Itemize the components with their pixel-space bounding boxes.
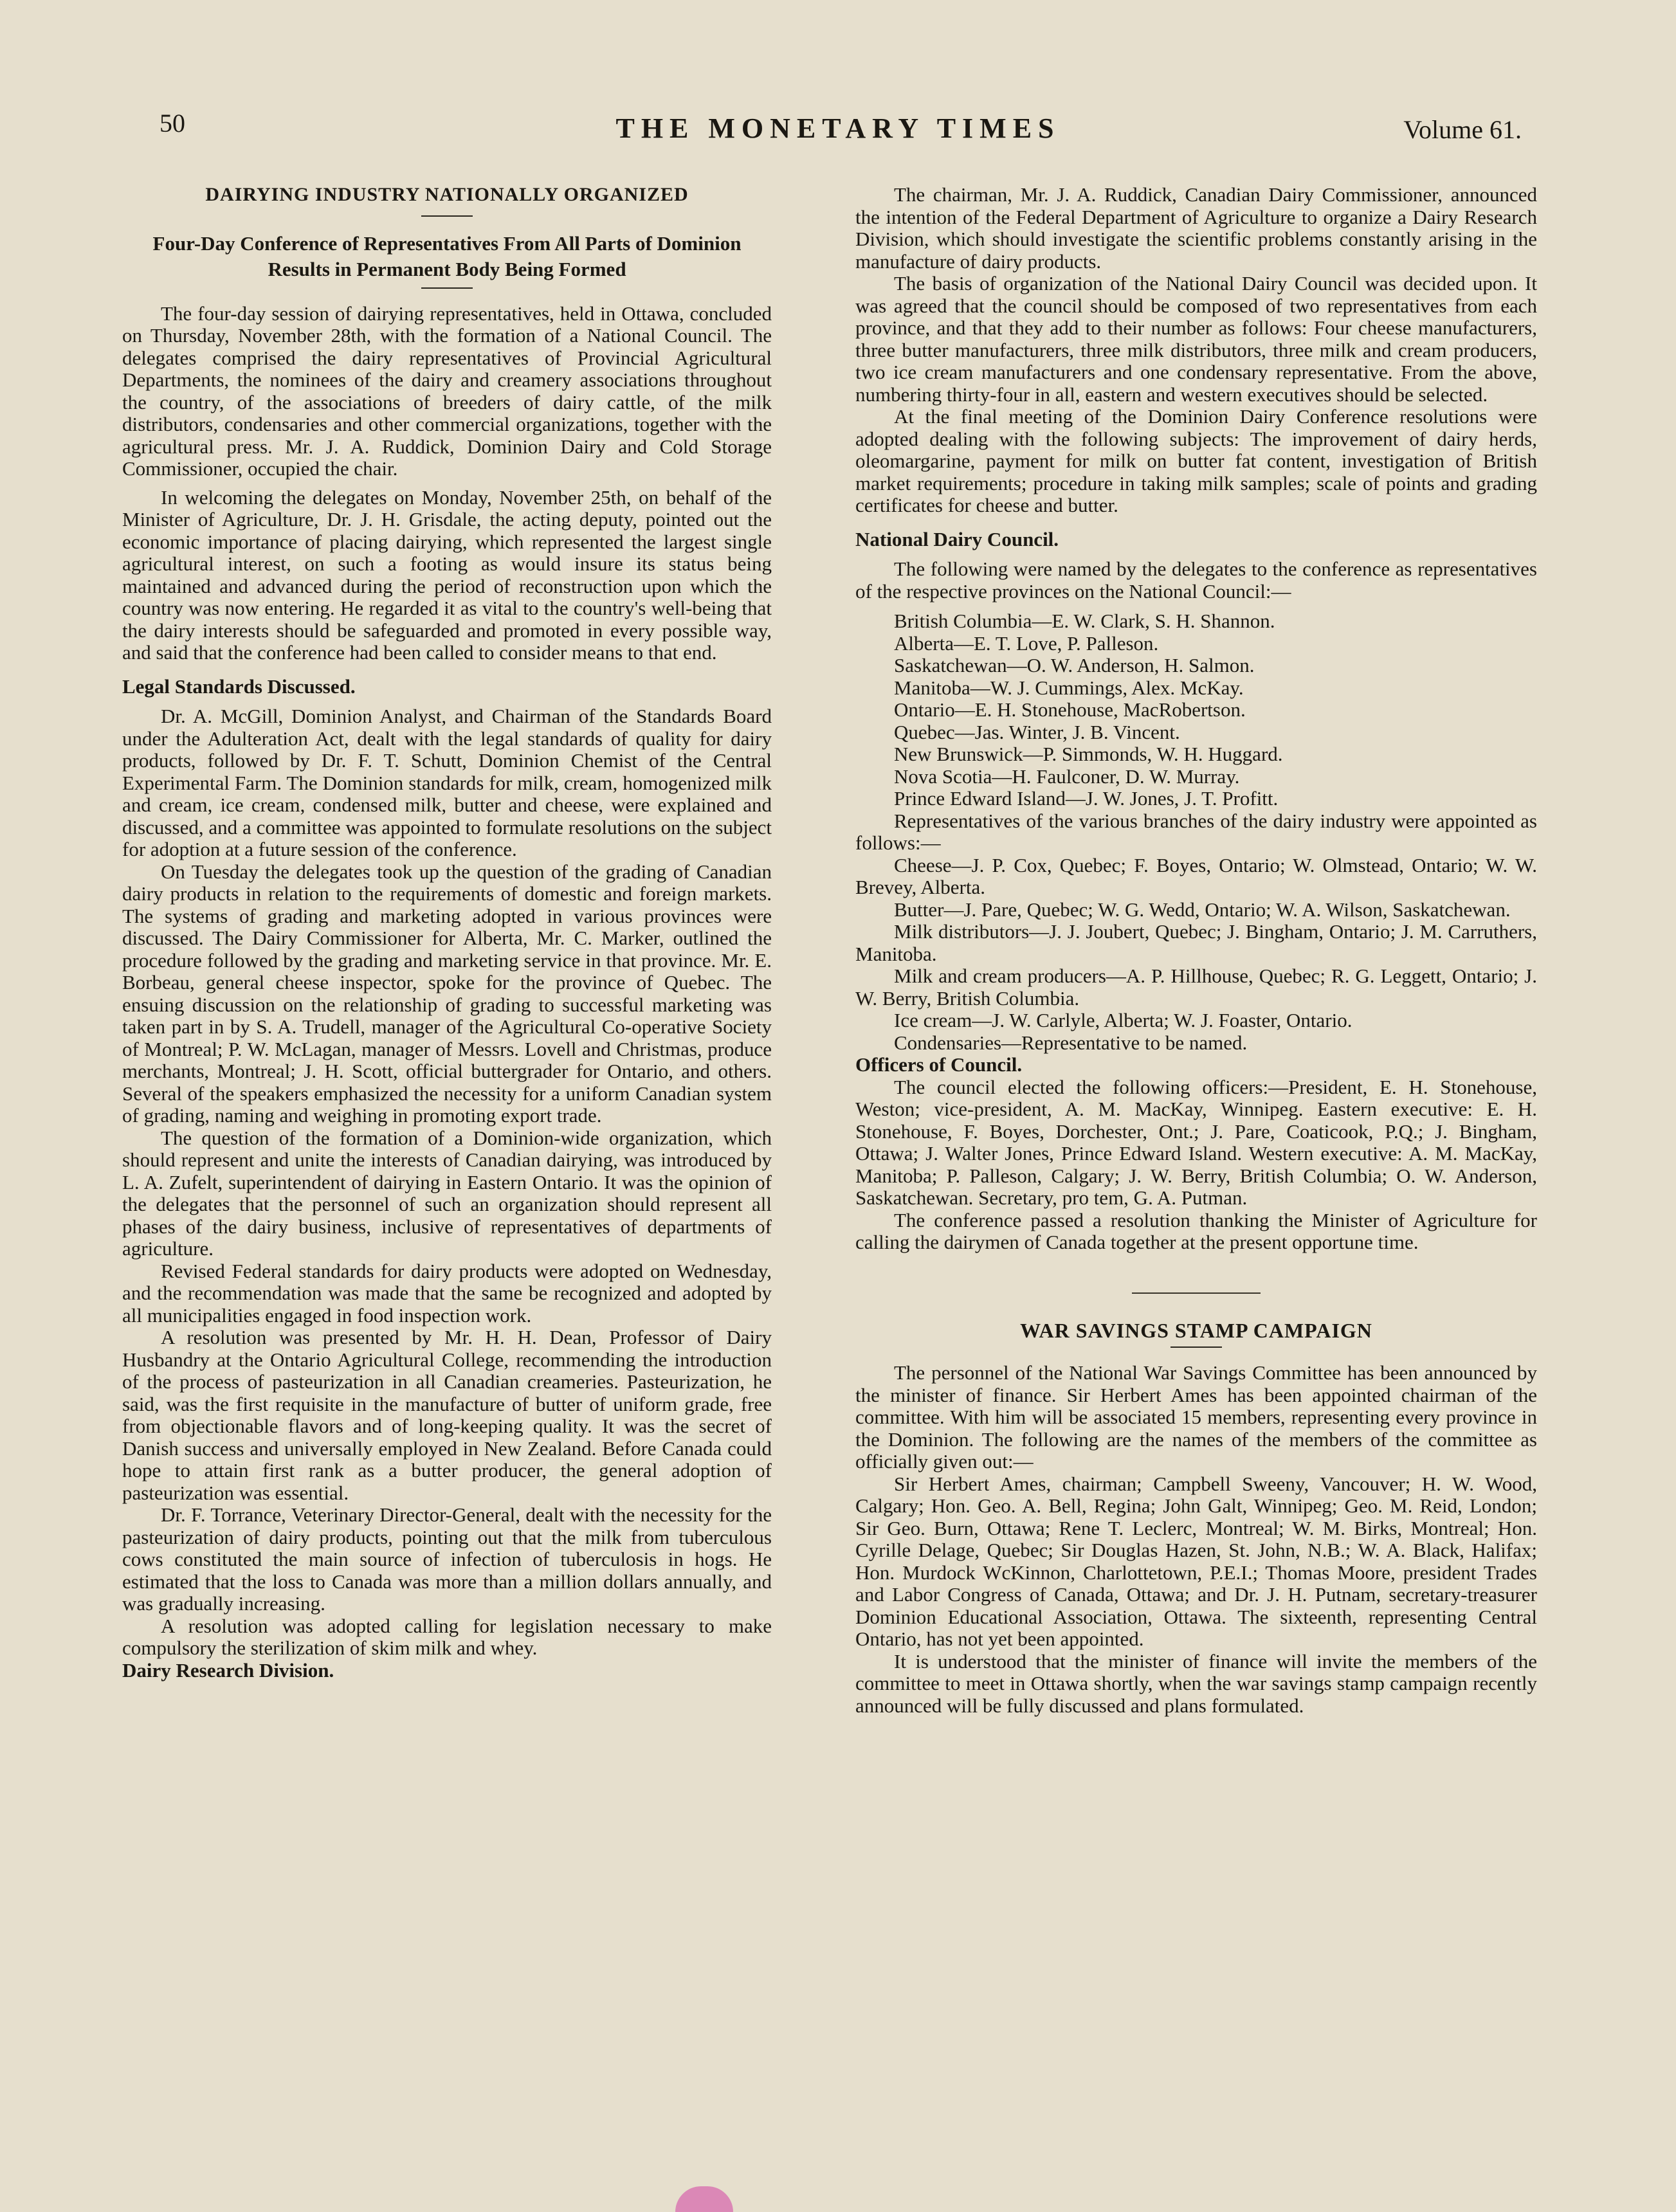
paragraph: The chairman, Mr. J. A. Ruddick, Canadian Dairy Commissioner, announced the intention of the Federal Department of Agriculture to organize a Dairy Research Division, which should investigate the scientific problems constantly arising in the manufacture of dairy products.: [855, 183, 1537, 273]
list-item: British Columbia—E. W. Clark, S. H. Shannon.: [894, 610, 1275, 632]
page-stain: [675, 2186, 733, 2212]
list-item: Saskatchewan—O. W. Anderson, H. Salmon.: [894, 654, 1255, 676]
article-subtitle: Four-Day Conference of Representatives From All Parts of Dominion Results in Permanent Body Being Formed: [152, 231, 742, 280]
list-item: Quebec—Jas. Winter, J. B. Vincent.: [894, 720, 1180, 743]
paragraph: The question of the formation of a Dominion-wide organization, which should represent and unite the interests of Canadian dairying, was introduced by L. A. Zufelt, superintendent of dairying in Eastern Ontario. It was the opinion of the delegates that the personnel of such an organization should represent all phases of the dairy business, inclusive of representatives of departments of agriculture.: [122, 1126, 772, 1260]
paragraph: In welcoming the delegates on Monday, November 25th, on behalf of the Minister of Agriculture, Dr. J. H. Grisdale, the acting deputy, pointed out the economic importance of placing dairying, which represented the largest single agricultural interest, on such a footing as would insure its status being maintained and advanced during the period of reconstruction upon which the country was now entering. He regarded it as vital to the country's well-being that the dairy interests should be safeguarded and promoted in every possible way, and said that the conference had been called to consider means to that end.: [122, 485, 772, 664]
paragraph: Cheese—J. P. Cox, Quebec; F. Boyes, Ontario; W. Olmstead, Ontario; W. W. Brevey, Alberta.: [855, 853, 1537, 898]
page-header: [154, 108, 1522, 153]
paragraph: Dr. A. McGill, Dominion Analyst, and Chairman of the Standards Board under the Adulteration Act, dealt with the legal standards of quality for dairy products, followed by Dr. F. T. Schutt, Dominion Chemist of the Central Experimental Farm. The Dominion standards for milk, cream, homogenized milk and cream, ice cream, condensed milk, butter and cheese, were explained and discussed, and a committee was appointed to formulate resolutions on the subject for adoption at a future session of the conference.: [122, 705, 772, 860]
article-title: WAR SAVINGS STAMP CAMPAIGN: [1020, 1318, 1372, 1342]
paragraph: Ice cream—J. W. Carlyle, Alberta; W. J. Foaster, Ontario.: [894, 1009, 1353, 1031]
paragraph: Butter—J. Pare, Quebec; W. G. Wedd, Ontario; W. A. Wilson, Saskatchewan.: [894, 898, 1511, 921]
article-separator: [1132, 1292, 1261, 1294]
title-rule: [421, 215, 473, 217]
list-item: Alberta—E. T. Love, P. Palleson.: [894, 631, 1159, 655]
province-list: [894, 610, 1537, 810]
volume-label: Volume 61.: [1403, 115, 1522, 144]
paragraph: The basis of organization of the National Dairy Council was decided upon. It was agreed that the council should be composed of two representatives from each province, and that they add to their number as follows: Four cheese manufacturers, three butter manufacturers, three milk distributors, three milk and cream producers, two ice cream manufacturers and one condensary representative. From the above, numbering thirty-four in all, eastern and western executives should be selected.: [855, 272, 1537, 406]
page-number: 50: [159, 109, 185, 138]
paragraph: Dr. F. Torrance, Veterinary Director-General, dealt with the necessity for the pasteurization of dairy products, pointing out that the milk from tuberculous cows constituted the main source of infection of tuberculosis in hogs. He estimated that the loss to Canada was more than a million dollars annually, and was gradually increasing.: [122, 1503, 772, 1615]
list-item: Manitoba—W. J. Cummings, Alex. McKay.: [894, 676, 1244, 699]
right-column: [855, 184, 1537, 1717]
paragraph: Representatives of the various branches of the dairy industry were appointed as follows:—: [855, 809, 1537, 854]
paragraph: The conference passed a resolution thanking the Minister of Agriculture for calling the dairymen of Canada together at the present opportune time.: [855, 1208, 1537, 1253]
paragraph: Milk distributors—J. J. Joubert, Quebec; J. Bingham, Ontario; J. M. Carruthers, Manitoba.: [855, 920, 1537, 965]
list-item: Ontario—E. H. Stonehouse, MacRobertson.: [894, 698, 1246, 721]
left-column: [122, 184, 772, 1682]
paragraph: The council elected the following officers:—President, E. H. Stonehouse, Weston; vice-president, A. M. MacKay, Winnipeg. Eastern executive: E. H. Stonehouse, F. Boyes, Dorchester, Ont.; J. Pare, Coaticook, P.Q.; J. Bingham, Ottawa; J. Walter Jones, Prince Edward Island. Western executive: A. M. MacKay, Manitoba; P. Palleson, Calgary; J. W. Berry, British Columbia; O. W. Anderson, Saskatchewan. Secretary, pro tem, G. A. Putman.: [855, 1075, 1537, 1209]
section-heading: National Dairy Council.: [855, 527, 1059, 550]
paragraph: A resolution was presented by Mr. H. H. Dean, Professor of Dairy Husbandry at the Ontario Agricultural College, recommending the introduction of the process of pasteurization in all Canadian creameries. Pasteurization, he said, was the first requisite in the manufacture of butter of uniform grade, free from objectionable flavors and of long-keeping quality. It was the secret of Danish success and universally employed in New Zealand. Before Canada could hope to attain first rank as a butter producer, the general adoption of pasteurization was essential.: [122, 1326, 772, 1504]
paragraph: It is understood that the minister of finance will invite the members of the committee to meet in Ottawa shortly, when the war savings stamp campaign recently announced will be fully discussed and plans formulated.: [855, 1649, 1537, 1717]
paragraph: At the final meeting of the Dominion Dairy Conference resolutions were adopted dealing with the following subjects: The improvement of dairy herds, oleomargarine, payment for milk on butter fat content, investigation of British market requirements; procedure in taking milk samples; scale of points and grading certificates for cheese and butter.: [855, 405, 1537, 516]
title-rule: [1170, 1346, 1222, 1348]
paragraph: The following were named by the delegates to the conference as representatives of the respective provinces on the National Council:—: [855, 558, 1537, 603]
list-item: Nova Scotia—H. Faulconer, D. W. Murray.: [894, 765, 1240, 788]
section-heading: Legal Standards Discussed.: [122, 675, 356, 698]
paragraph: Condensaries—Representative to be named.: [894, 1031, 1248, 1054]
paragraph: On Tuesday the delegates took up the question of the grading of Canadian dairy products in relation to the requirements of domestic and foreign markets. The systems of grading and marketing adopted in various provinces were discussed. The Dairy Commissioner for Alberta, Mr. C. Marker, outlined the procedure followed by the grading and marketing service in that province. Mr. E. Borbeau, general cheese inspector, spoke for the province of Quebec. The ensuing discussion on the relationship of grading to successful marketing was taken part in by S. A. Trudell, manager of the Agricultural Co-operative Society of Montreal; P. W. McLagan, manager of Messrs. Lovell and Christmas, produce merchants, Montreal; J. H. Scott, official buttergrader for Ontario, and others. Several of the speakers emphasized the necessity for a uniform Canadian system of grading, naming and weighing in promoting export trade.: [122, 860, 772, 1127]
subtitle-rule: [421, 287, 473, 289]
paragraph: The personnel of the National War Savings Committee has been announced by the minister of finance. Sir Herbert Ames has been appointed chairman of the committee. With him will be associated 15 members, representing every province in the Dominion. The following are the names of the members of the committee as officially given out:—: [855, 1361, 1537, 1473]
section-heading: Dairy Research Division.: [122, 1658, 334, 1682]
paragraph: Sir Herbert Ames, chairman; Campbell Sweeny, Vancouver; H. W. Wood, Calgary; Hon. Geo. A. Bell, Regina; John Galt, Winnipeg; Geo. M. Reid, London; Sir Geo. Burn, Ottawa; Rene T. Leclerc, Montreal; W. M. Birks, Montreal; Hon. Cyrille Delage, Quebec; Sir Douglas Hazen, St. John, N.B.; W. A. Black, Halifax; Hon. Murdock WcKinnon, Charlottetown, P.E.I.; Thomas Moore, president Trades and Labor Congress of Canada, Ottawa; and Dr. J. H. Putnam, secretary-treasurer Dominion Educational Association, Ottawa. The sixteenth, representing Central Ontario, has not yet been appointed.: [855, 1472, 1537, 1650]
article-title: DAIRYING INDUSTRY NATIONALLY ORGANIZED: [205, 184, 689, 205]
paragraph: The four-day session of dairying representatives, held in Ottawa, concluded on Thursday, November 28th, with the formation of a National Council. The delegates comprised the dairy representatives of Provincial Agricultural Departments, the nominees of the dairy and creamery associations throughout the country, of the associations of breeders of dairy cattle, of the milk distributors, condensaries and other commercial organizations, together with the agricultural press. Mr. J. A. Ruddick, Dominion Dairy and Cold Storage Commissioner, occupied the chair.: [122, 302, 772, 480]
section-heading: Officers of Council.: [855, 1053, 1023, 1076]
paragraph: A resolution was adopted calling for legislation necessary to make compulsory the sterilization of skim milk and whey.: [122, 1614, 772, 1659]
list-item: New Brunswick—P. Simmonds, W. H. Huggard.: [894, 743, 1283, 765]
paragraph: Revised Federal standards for dairy products were adopted on Wednesday, and the recommendation was made that the same be recognized and adopted by all municipalities engaged in food inspection work.: [122, 1259, 772, 1327]
list-item: Prince Edward Island—J. W. Jones, J. T. Profitt.: [894, 787, 1279, 810]
journal-title: THE MONETARY TIMES: [615, 113, 1061, 144]
paragraph: Milk and cream producers—A. P. Hillhouse, Quebec; R. G. Leggett, Ontario; J. W. Berry, British Columbia.: [855, 965, 1537, 1010]
